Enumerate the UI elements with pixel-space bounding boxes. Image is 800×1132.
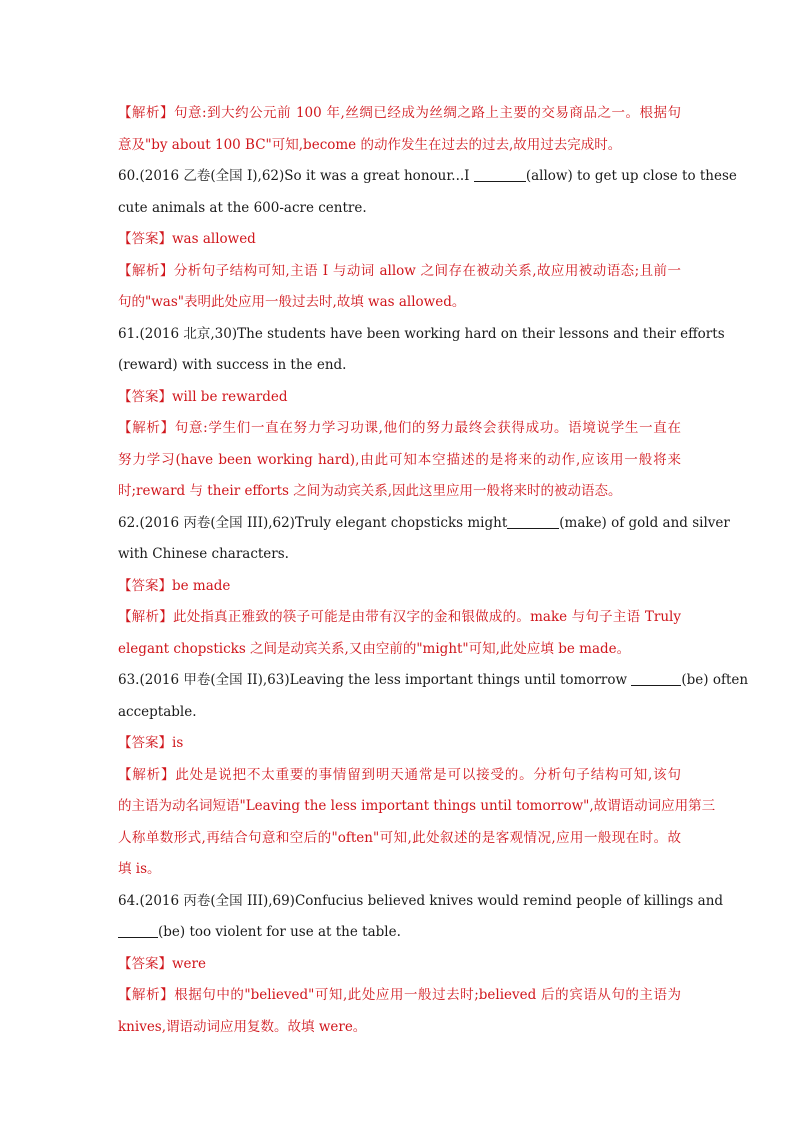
answer-tag: 【答案】: [118, 388, 172, 405]
analysis-line: 句的"was"表明此处应用一般过去时,故填 was allowed。: [118, 294, 466, 310]
analysis-line: 时;reward 与 their efforts 之间为动宾关系,因此这里应用一般将来时的被动语态。: [118, 483, 622, 499]
answer-blank: [507, 514, 559, 529]
question-line-60: 60.(2016 乙卷(全国 I),62)So it was a great honour...I (allow) to get up close to these: [118, 168, 737, 184]
analysis-line: 【解析】句意:学生们一直在努力学习功课,他们的努力最终会获得成功。语境说学生一直在: [118, 420, 681, 436]
analysis-tag: 【解析】: [118, 420, 175, 436]
analysis-line: 填 is。: [118, 861, 161, 877]
question-line: with Chinese characters.: [118, 546, 289, 562]
answer-tag: 【答案】: [118, 735, 172, 751]
analysis-line: elegant chopsticks 之间是动宾关系,又由空前的"might"可知,此处应填 be made。: [118, 640, 631, 657]
analysis-line: 意及"by about 100 BC"可知,become 的动作发生在过去的过去,故用过去完成时。: [118, 136, 622, 153]
question-line-64: 64.(2016 丙卷(全国 III),69)Confucius believed knives would remind people of killings and: [118, 892, 724, 909]
analysis-line: 【解析】此处指真正雅致的筷子可能是由带有汉字的金和银做成的。make 与句子主语 Truly: [118, 609, 681, 625]
analysis-tag: 【解析】: [118, 262, 174, 279]
analysis-line: 【解析】句意:到大约公元前 100 年,丝绸已经成为丝绸之路上主要的交易商品之一。根据句: [118, 105, 681, 121]
analysis-line: 【解析】此处是说把不太重要的事情留到明天通常是可以接受的。分析句子结构可知,该句: [118, 766, 682, 783]
question-line: (be) too violent for use at the table.: [118, 917, 681, 949]
page-content: [118, 98, 749, 1043]
analysis-tag: 【解析】: [118, 766, 176, 783]
analysis-line: 【解析】根据句中的"believed"可知,此处应用一般过去时;believed 后的宾语从句的主语为: [118, 987, 682, 1003]
question-line-61: 61.(2016 北京,30)The students have been working hard on their lessons and their efforts: [118, 325, 725, 342]
answer-tag: 【答案】: [118, 231, 172, 247]
analysis-line: knives,谓语动词应用复数。故填 were。: [118, 1018, 367, 1035]
answer-blank: [474, 167, 526, 182]
question-line: acceptable.: [118, 703, 197, 720]
analysis-tag: 【解析】: [118, 609, 173, 625]
analysis-line: 人称单数形式,再结合句意和空后的"often"可知,此处叙述的是客观情况,应用一般现在时。故: [118, 829, 681, 846]
answer-line: 【答案】will be rewarded: [118, 388, 288, 405]
question-line: cute animals at the 600-acre centre.: [118, 199, 367, 216]
answer-blank: [631, 671, 681, 686]
answer-line: 【答案】is: [118, 735, 184, 751]
analysis-line: 的主语为动名词短语"Leaving the less important things until tomorrow",故谓语动词应用第三: [118, 798, 716, 814]
question-line-62: 62.(2016 丙卷(全国 III),62)Truly elegant chopsticks might (make) of gold and silver: [118, 514, 730, 531]
analysis-tag: 【解析】: [118, 105, 175, 121]
analysis-line: 【解析】分析句子结构可知,主语 I 与动词 allow 之间存在被动关系,故应用被动语态;且前一: [118, 262, 682, 279]
answer-line: 【答案】was allowed: [118, 231, 256, 247]
answer-blank: [118, 923, 158, 938]
answer-line: 【答案】were: [118, 955, 206, 972]
answer-line: 【答案】be made: [118, 577, 231, 594]
question-line-63: 63.(2016 甲卷(全国 II),63)Leaving the less important things until tomorrow (be) often: [118, 672, 749, 688]
answer-tag: 【答案】: [118, 577, 172, 594]
analysis-tag: 【解析】: [118, 987, 175, 1003]
analysis-line: 努力学习(have been working hard),由此可知本空描述的是将来的动作,应该用一般将来: [118, 451, 681, 468]
answer-tag: 【答案】: [118, 955, 172, 972]
question-line: (reward) with success in the end.: [118, 357, 347, 373]
